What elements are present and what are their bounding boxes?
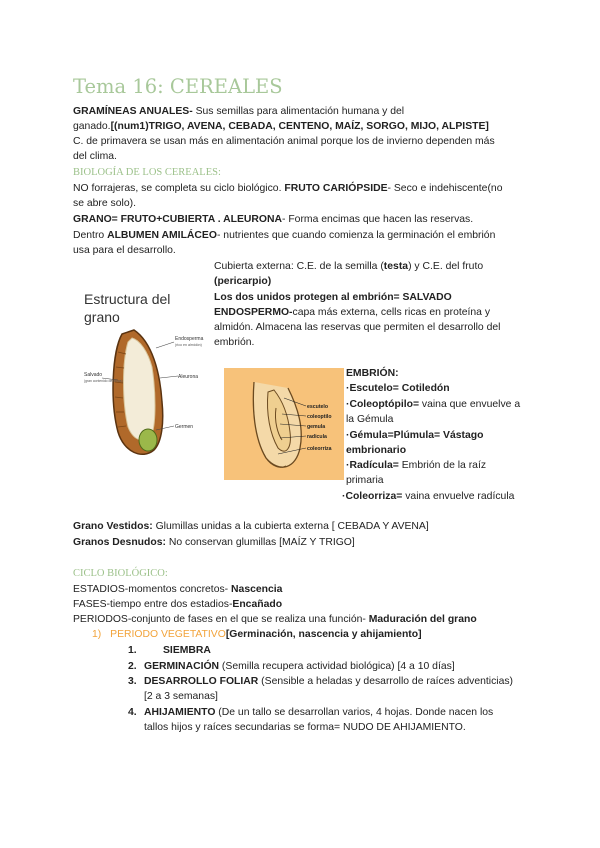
endospermo-line-2: almidón. Almacena las reservas que permiten el desarrollo del: [214, 322, 501, 333]
intro-line-2: ganado.[(num1)TRIGO, AVENA, CEBADA, CENTENO, MAÍZ, SORGO, MIJO, ALPISTE]: [73, 121, 489, 132]
grain-label-salvado-sub: (gran contenido de fibras): [84, 379, 123, 383]
cycle-item-1: 1. SIEMBRA: [128, 645, 211, 656]
intro-line-3: C. de primavera se usan más en alimentación animal porque los de invierno dependen más: [73, 136, 495, 147]
bio-line-1: NO forrajeras, se completa su ciclo biológico. FRUTO CARIÓPSIDE- Seco e indehiscente(no: [73, 183, 503, 194]
embryo-label-gemula: gemula: [307, 424, 326, 430]
embryo-coleoptilo-2: la Gémula: [346, 414, 394, 425]
embryo-radicula-2: primaria: [346, 475, 384, 486]
cubierta-line-2: (pericarpio): [214, 276, 272, 287]
embryo-gemula-2: embrionario: [346, 445, 407, 456]
biology-heading: BIOLOGÍA DE LOS CEREALES:: [73, 167, 221, 178]
page-title: Tema 16: CEREALES: [73, 75, 283, 98]
embryo-label-coleorriza: coleorriza: [307, 446, 332, 452]
grano-vestido: Grano Vestidos: Glumillas unidas a la cubierta externa [ CEBADA Y AVENA]: [73, 521, 429, 532]
cubierta-line-1: Cubierta externa: C.E. de la semilla (testa) y C.E. del fruto: [214, 261, 484, 272]
embryo-heading: EMBRIÓN:: [346, 368, 399, 379]
bio-line-3: GRANO= FRUTO+CUBIERTA . ALEURONA- Forma encimas que hacen las reservas.: [73, 214, 474, 225]
grain-image-title-2: grano: [84, 309, 120, 325]
cycle-item-4-cont: tallos hijos y raíces secundarias se forma= NUDO DE AHIJAMIENTO.: [144, 722, 466, 733]
embryo-coleoptilo-1: ·Coleoptópilo= vaina que envuelve a: [346, 399, 521, 410]
grain-label-endosperm-sub: (rico en almidón): [175, 343, 202, 347]
cycle-periodos: PERIODOS-conjunto de fases en el que se realiza una función- Maduración del grano: [73, 614, 477, 625]
grain-image-title-1: Estructura del: [84, 291, 171, 307]
cycle-fases: FASES-tiempo entre dos estadios-Encañado: [73, 599, 283, 610]
embryo-label-escutelo: escutelo: [307, 404, 329, 410]
endospermo-line-3: embrión.: [214, 337, 255, 348]
intro-line-4: del clima.: [73, 151, 117, 162]
grain-label-aleurona: Aleurona: [178, 374, 199, 380]
cycle-item-3: 3. DESARROLLO FOLIAR (Sensible a heladas y desarrollo de raíces adventicias): [128, 676, 514, 687]
grain-structure-image: [82, 282, 212, 462]
salvado-line: Los dos unidos protegen al embrión= SALVADO: [214, 292, 452, 303]
embryo-escutelo: ·Escutelo= Cotiledón: [346, 383, 450, 394]
grain-label-endosperm: Endosperma: [175, 336, 204, 342]
intro-line-1: GRAMÍNEAS ANUALES- Sus semillas para alimentación humana y del: [73, 106, 405, 117]
embryo-coleorriza: ·Coleorriza= vaina envuelve radícula: [342, 491, 515, 502]
cycle-heading: CICLO BIOLÓGICO:: [73, 568, 168, 579]
cycle-estadios: ESTADIOS-momentos concretos- Nascencia: [73, 584, 283, 595]
embryo-radicula-1: ·Radícula= Embrión de la raíz: [346, 460, 487, 471]
grain-label-germen: Germen: [175, 424, 194, 430]
cycle-item-4: 4. AHIJAMIENTO (De un tallo se desarrollan varios, 4 hojas. Donde nacen los: [128, 707, 494, 718]
cycle-item-3-cont: [2 a 3 semanas]: [144, 691, 218, 702]
grain-label-salvado: Salvado: [84, 372, 103, 378]
embryo-label-radicula: radicula: [307, 434, 327, 440]
bio-line-5: usa para el desarrollo.: [73, 245, 176, 256]
embryo-label-coleoptilo: coleoptilo: [307, 414, 332, 420]
period-vegetativo: 1) PERIODO VEGETATIVO[Germinación, nascencia y ahijamiento]: [92, 629, 422, 640]
cycle-item-2: 2. GERMINACIÓN (Semilla recupera actividad biológica) [4 a 10 días]: [128, 661, 455, 672]
bio-line-2: se abre solo).: [73, 198, 136, 209]
bio-line-4: Dentro ALBUMEN AMILÁCEO- nutrientes que cuando comienza la germinación el embrión: [73, 230, 496, 241]
embryo-image: [224, 368, 344, 480]
grano-desnudo: Granos Desnudos: No conservan glumillas [MAÍZ Y TRIGO]: [73, 537, 355, 548]
endospermo-line-1: ENDOSPERMO-capa más externa, cells ricas en proteína y: [214, 307, 491, 318]
embryo-gemula-1: ·Gémula=Plúmula= Vástago: [346, 430, 484, 441]
